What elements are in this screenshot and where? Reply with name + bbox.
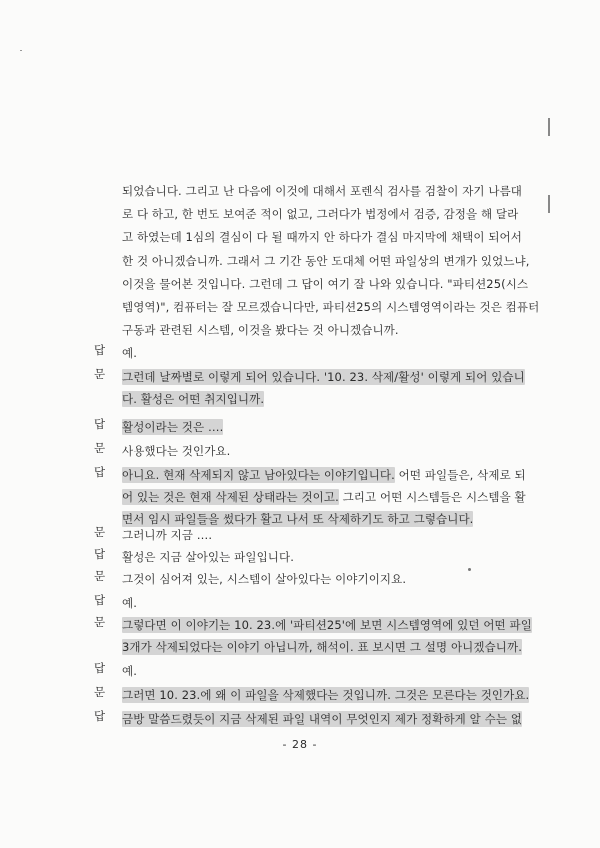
- scan-mark-right-mid: [548, 195, 550, 213]
- plain-text: 그것이 심어져 있는, 시스템이 살아있다는 이야기이지요.: [122, 572, 407, 586]
- question-label: 문: [94, 685, 106, 699]
- text-line: [122, 388, 522, 410]
- plain-text: 예.: [122, 664, 137, 678]
- question-text: [122, 524, 522, 546]
- question-label: 문: [94, 441, 106, 455]
- scan-mark-left: [20, 50, 22, 51]
- qa-row: [94, 546, 524, 568]
- qa-row: [94, 592, 524, 614]
- highlighted-text: 다. 활성은 어떤 취지입니까.: [122, 392, 265, 406]
- text-line: [122, 592, 522, 614]
- plain-text: 사용했다는 것인가요.: [122, 444, 231, 458]
- plain-text: 그리고 어떤 시스템들은 시스템을 활: [338, 490, 526, 504]
- answer-label: 답: [94, 593, 106, 607]
- intro-paragraph: [122, 180, 540, 342]
- text-line: [122, 708, 522, 730]
- question-text: [122, 684, 530, 706]
- qa-row: [94, 568, 524, 590]
- qa-row: [94, 524, 524, 546]
- qa-row: [94, 708, 524, 730]
- answer-text: [122, 708, 522, 730]
- text-line: [122, 614, 532, 636]
- qa-row: [94, 464, 526, 526]
- intro-line: 템영역)", 컴퓨터는 잘 모르겠습니다만, 파티션25의 시스템영역이라는 것은 컴퓨터: [122, 300, 540, 315]
- question-label: 문: [94, 367, 106, 381]
- answer-text: [122, 342, 522, 364]
- text-line: [122, 568, 522, 590]
- text-line: [122, 342, 522, 364]
- qa-row: [94, 684, 530, 706]
- highlighted-text: 3개가 삭제되었다는 이야기 아닙니까, 해석이. 표 보시면 그 설명 아니겠습니까.: [122, 640, 522, 654]
- question-text: [122, 568, 522, 590]
- highlighted-text: 어 있는 것은 현재 삭제된 상태라는 것이고.: [122, 490, 339, 504]
- answer-label: 답: [94, 417, 106, 431]
- plain-text: 활성은 지금 살아있는 파일입니다.: [122, 550, 294, 564]
- page-number: - 28 -: [282, 738, 318, 751]
- text-line: [122, 486, 526, 508]
- qa-row: [94, 416, 524, 438]
- text-line: [122, 464, 526, 486]
- answer-label: 답: [94, 661, 106, 675]
- highlighted-text: 그렇다면 이 이야기는 10. 23.에 '파티션25'에 보면 시스템영역에 있던 어떤 파일: [122, 618, 532, 632]
- answer-label: 답: [94, 465, 106, 479]
- qa-row: [94, 660, 524, 682]
- highlighted-text: 면서 임시 파일들을 썼다가 활고 나서 또 삭제하기도 하고 그렇습니다.: [122, 512, 474, 526]
- scan-mark-right-top: [548, 118, 550, 136]
- question-text: [122, 366, 525, 410]
- qa-row: [94, 342, 524, 364]
- answer-text: [122, 660, 522, 682]
- plain-text: 예.: [122, 596, 137, 610]
- question-label: 문: [94, 569, 106, 583]
- plain-text: 어떤 파일들은, 삭제로 되: [394, 468, 526, 482]
- highlighted-text: 그러면 10. 23.에 왜 이 파일을 삭제했다는 것입니까. 그것은 모른다는 것인가요.: [122, 688, 530, 702]
- text-line: [122, 366, 525, 388]
- plain-text: 예.: [122, 346, 137, 360]
- qa-row: [94, 440, 524, 462]
- qa-row: [94, 614, 532, 654]
- text-line: [122, 440, 522, 462]
- highlighted-text: 아니요. 현재 삭제되지 않고 남아있다는 이야기입니다.: [122, 468, 395, 482]
- intro-line: 되었습니다. 그리고 난 다음에 이것에 대해서 포렌식 검사를 검찰이 자기 나름대: [122, 184, 522, 198]
- intro-line: 고 하였는데 1심의 결심이 다 될 때까지 안 하다가 결심 마지막에 채택이 되어서: [122, 230, 522, 245]
- text-line: [122, 684, 530, 706]
- question-text: [122, 614, 532, 658]
- qa-row: [94, 366, 525, 406]
- text-line: [122, 524, 522, 546]
- answer-label: 답: [94, 547, 106, 561]
- highlighted-text: 금방 말씀드렸듯이 지금 삭제된 파일 내역이 무엇인지 제가 정확하게 알 수는 없: [122, 712, 522, 726]
- text-line: [122, 660, 522, 682]
- text-line: [122, 546, 522, 568]
- answer-text: [122, 546, 522, 568]
- answer-text: [122, 592, 522, 614]
- text-line: [122, 636, 522, 658]
- highlighted-text: 활성이라는 것은 ….: [122, 420, 224, 434]
- question-label: 문: [94, 615, 106, 629]
- question-label: 문: [94, 525, 106, 539]
- answer-text: [122, 416, 522, 438]
- plain-text: 그러니까 지금 ….: [122, 528, 213, 542]
- intro-line: 이것을 물어본 것입니다. 그런데 그 답이 여기 잘 나와 있습니다. "파티션25(시스: [122, 276, 529, 291]
- answer-text: [122, 464, 526, 530]
- intro-line: 구동과 관련된 시스템, 이것을 봤다는 것 아니겠습니까.: [122, 323, 399, 338]
- highlighted-text: 그런데 날짜별로 이렇게 되어 있습니다. '10. 23. 삭제/활성' 이렇게 되어 있습니: [122, 370, 525, 384]
- intro-line: 한 것 아니겠습니까. 그래서 그 기간 동안 도대체 어떤 파일상의 변개가 있었느냐,: [122, 253, 530, 268]
- answer-label: 답: [94, 709, 106, 723]
- text-line: [122, 416, 522, 438]
- intro-line: 로 다 하고, 한 번도 보여준 적이 없고, 그러다가 법정에서 검증, 감정을 해 달라: [122, 207, 519, 222]
- answer-label: 답: [94, 343, 106, 357]
- question-text: [122, 440, 522, 462]
